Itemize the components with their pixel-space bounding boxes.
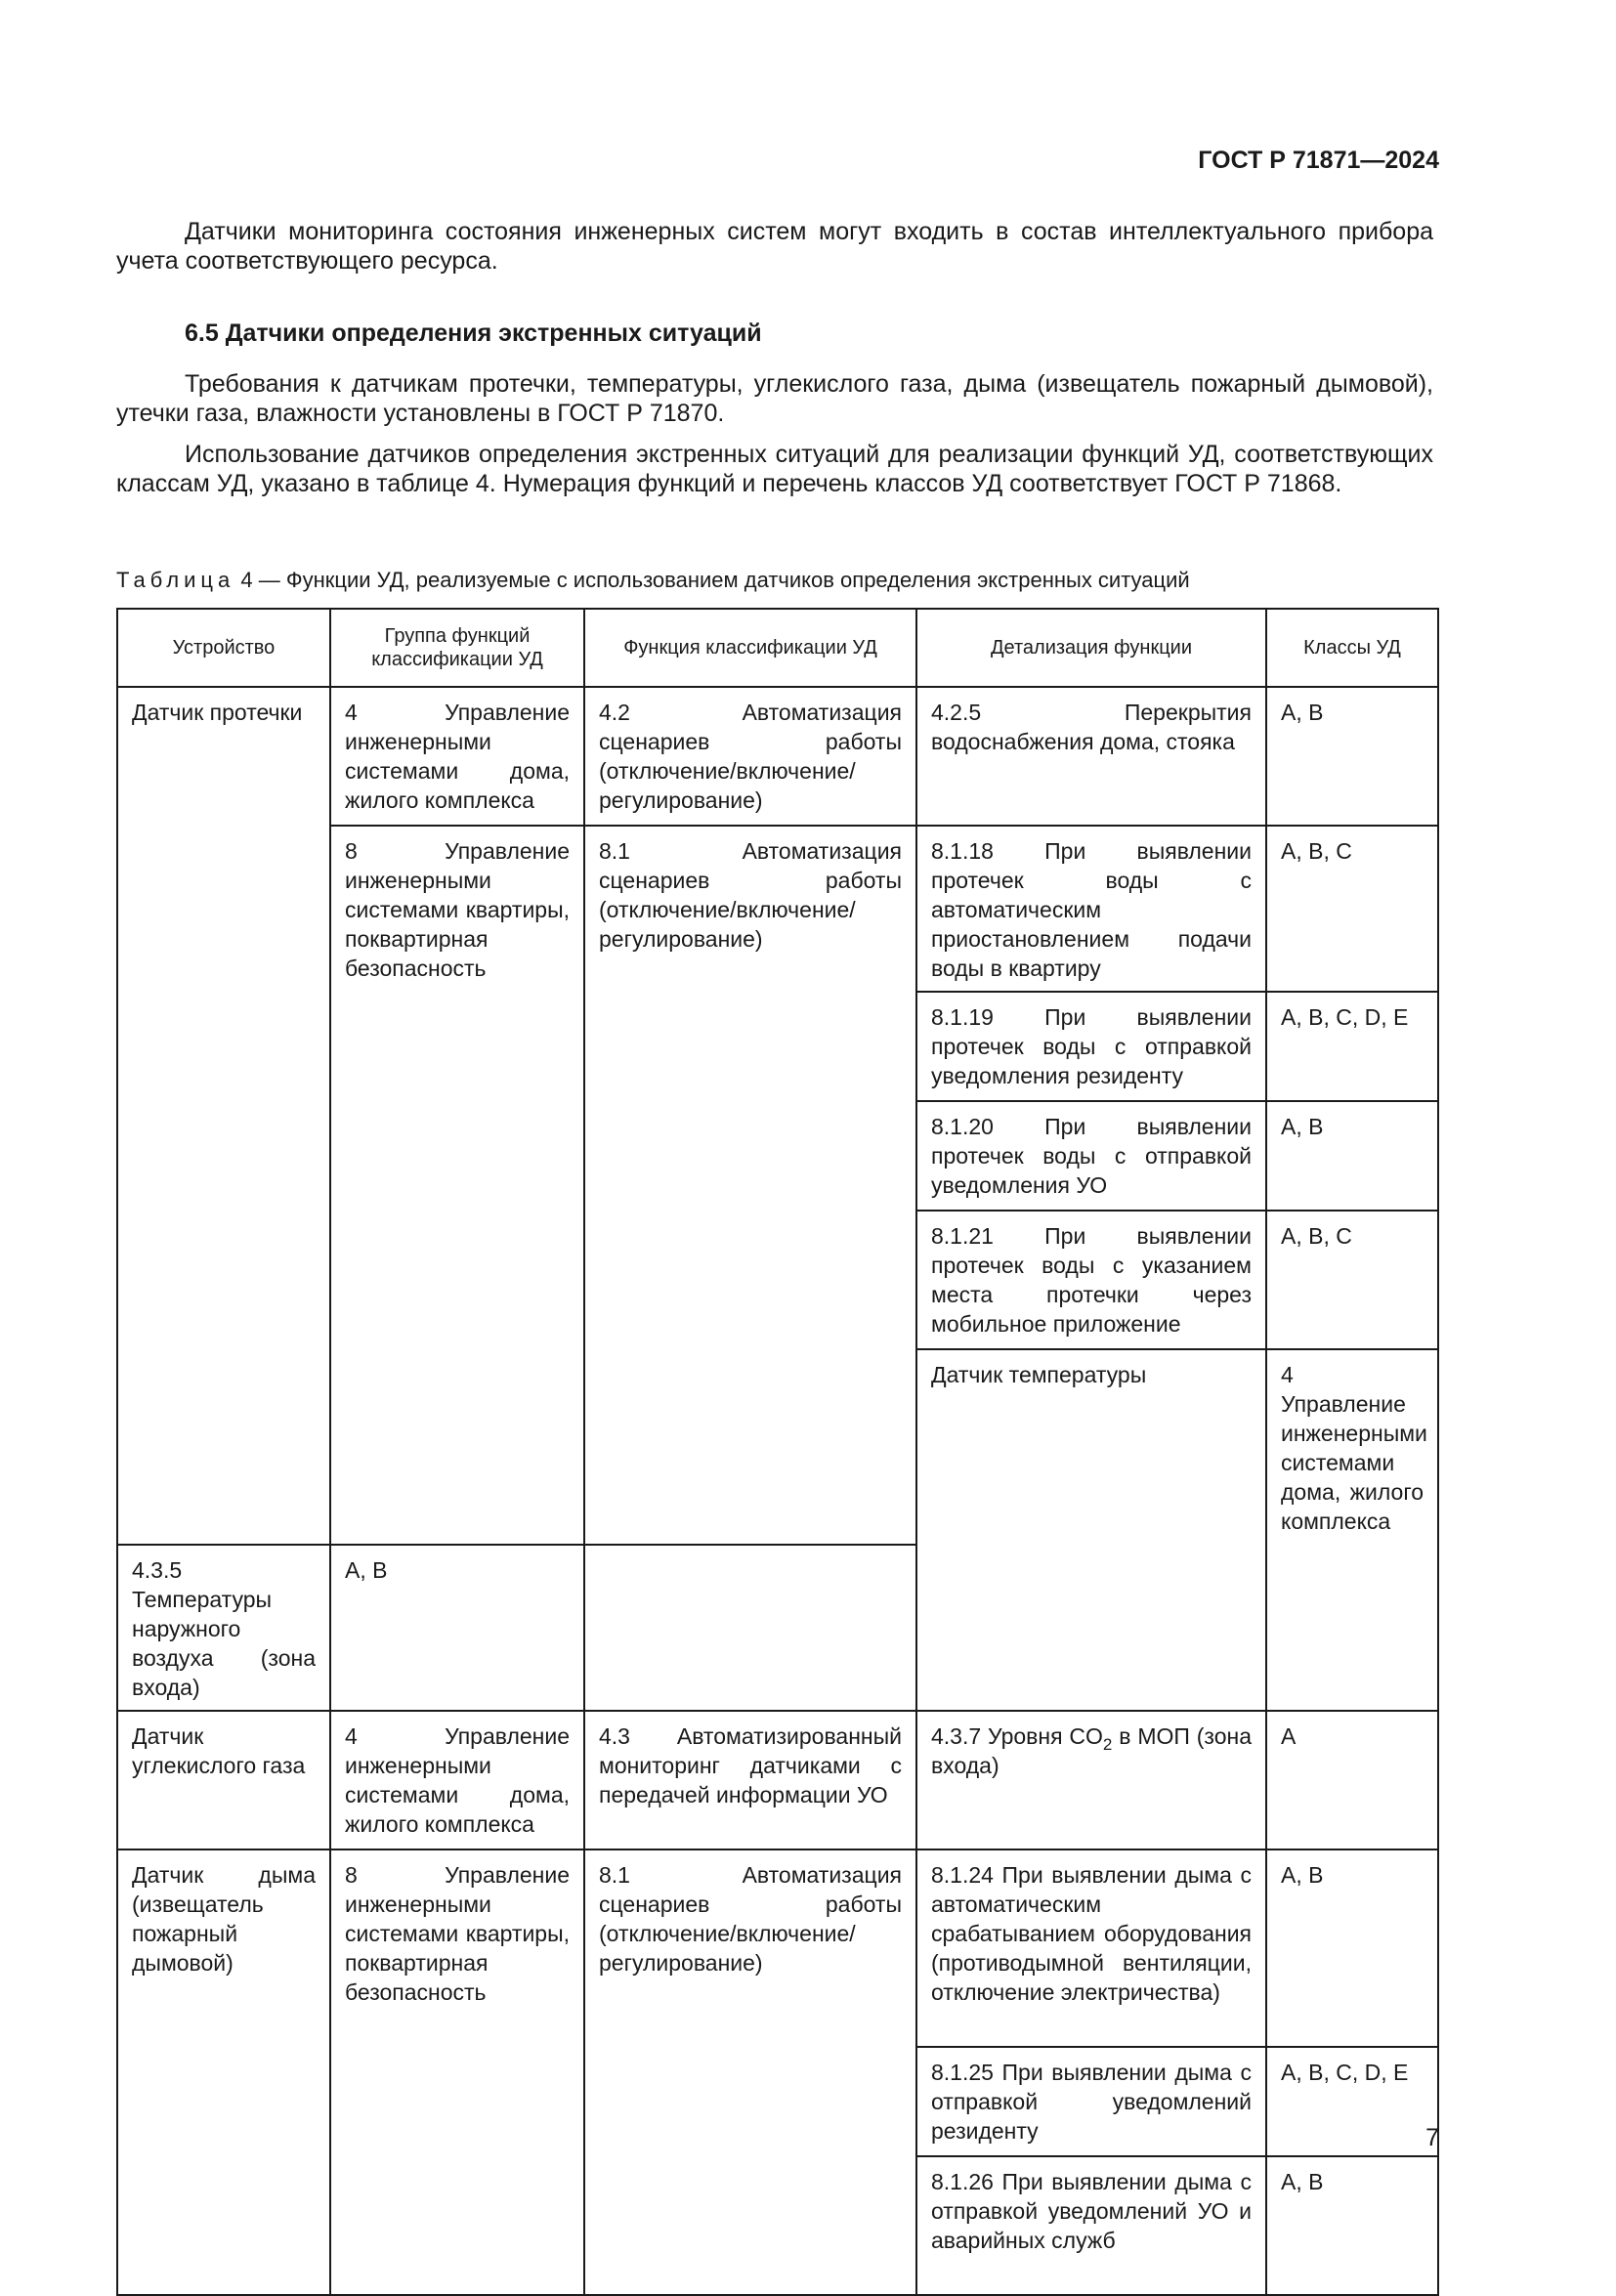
detail-cell: 8.1.21 При выявлении протечек воды с указанием места протечки через мобильное приложение [916, 1211, 1266, 1349]
section-heading: 6.5 Датчики определения экстренных ситуаций [185, 319, 762, 347]
detail-cell [916, 1711, 1266, 1850]
table-caption-label: Таблица [116, 568, 235, 592]
function-cell: 8.1 Автоматизация сценариев работы (отключение/включение/регулирование) [584, 826, 916, 1545]
table-row [117, 1850, 1438, 2047]
table-caption [116, 567, 1190, 594]
header-classes: Классы УД [1266, 609, 1438, 687]
classes-cell: A, B [330, 1545, 584, 1711]
table-caption-text: 4 — Функции УД, реализуемые с использованием датчиков определения экстренных ситуаций [240, 568, 1190, 592]
functions-table [116, 608, 1439, 2296]
classes-cell: A, B, C [1266, 826, 1438, 992]
intro-paragraph: Датчики мониторинга состояния инженерных систем могут входить в состав интеллектуального прибора учета соответствующего ресурса. [116, 218, 1433, 275]
group-cell: 4 Управление инженерными системами дома, жилого комплекса [330, 1711, 584, 1850]
detail-cell: 8.1.25 При выявлении дыма с отправкой уведомлений резиденту [916, 2047, 1266, 2156]
co2-detail-text: 4.3.7 Уровня CO [931, 1723, 1103, 1749]
header-device: Устройство [117, 609, 330, 687]
detail-cell: 8.1.18 При выявлении протечек воды с автоматическим приостановлением подачи воды в квартиру [916, 826, 1266, 992]
classes-cell: A, B, C [1266, 1211, 1438, 1349]
document-code: ГОСТ Р 71871—2024 [1198, 147, 1439, 174]
function-cell: 4.3 Автоматизированный мониторинг датчиками с передачей информации УО [584, 1711, 916, 1850]
group-cell: 8 Управление инженерными системами квартиры, поквартирная безопасность [330, 1850, 584, 2295]
function-cell: 8.1 Автоматизация сценариев работы (отключение/включение/регулирование) [584, 1850, 916, 2295]
device-cell: Датчик температуры [916, 1349, 1266, 1711]
group-cell: 4 Управление инженерными системами дома, жилого комплекса [330, 687, 584, 826]
page-number: 7 [1425, 2124, 1439, 2151]
table-row [117, 1711, 1438, 1850]
function-cell: 4.2 Автоматизация сценариев работы (отключение/включение/регулирование) [584, 687, 916, 826]
detail-cell: 8.1.24 При выявлении дыма с автоматическим срабатыванием оборудования (противодымной вентиляции, отключение электричества) [916, 1850, 1266, 2047]
device-cell: Датчик углекислого газа [117, 1711, 330, 1850]
classes-cell: A [1266, 1711, 1438, 1850]
device-cell: Датчик протечки [117, 687, 330, 1545]
group-cell: 4 Управление инженерными системами дома, жилого комплекса [1266, 1349, 1438, 1711]
classes-cell: A, B, C, D, E [1266, 2047, 1438, 2156]
table-header-row [117, 609, 1438, 687]
header-function: Функция классификации УД [584, 609, 916, 687]
detail-cell: 8.1.26 При выявлении дыма с отправкой уведомлений УО и аварийных служб [916, 2156, 1266, 2295]
table-row [117, 687, 1438, 826]
detail-cell: 8.1.19 При выявлении протечек воды с отправкой уведомления резиденту [916, 992, 1266, 1101]
classes-cell: A, B [1266, 1850, 1438, 2047]
classes-cell: A, B, C, D, E [1266, 992, 1438, 1101]
detail-cell: 8.1.20 При выявлении протечек воды с отправкой уведомления УО [916, 1101, 1266, 1211]
classes-cell: A, B [1266, 1101, 1438, 1211]
group-cell: 8 Управление инженерными системами квартиры, поквартирная безопасность [330, 826, 584, 1545]
classes-cell: A, B [1266, 687, 1438, 826]
device-cell: Датчик дыма (извещатель пожарный дымовой) [117, 1850, 330, 2295]
usage-paragraph: Использование датчиков определения экстренных ситуаций для реализации функций УД, соответствующих классам УД, указано в таблице 4. Нумерация функций и перечень классов УД соответствует ГОСТ Р 71868. [116, 441, 1433, 497]
detail-cell: 4.2.5 Перекрытия водоснабжения дома, стояка [916, 687, 1266, 826]
requirements-paragraph: Требования к датчикам протечки, температуры, углекислого газа, дыма (извещатель пожарный дымовой), утечки газа, влажности установлены в ГОСТ Р 71870. [116, 370, 1433, 427]
header-detail: Детализация функции [916, 609, 1266, 687]
detail-cell: 4.3.5 Температуры наружного воздуха (зона входа) [117, 1545, 330, 1711]
header-group: Группа функций классификации УД [330, 609, 584, 687]
co2-detail-rest: в МОП (зона входа) [931, 1723, 1252, 1778]
co2-subscript: 2 [1102, 1735, 1113, 1754]
classes-cell: A, B [1266, 2156, 1438, 2295]
